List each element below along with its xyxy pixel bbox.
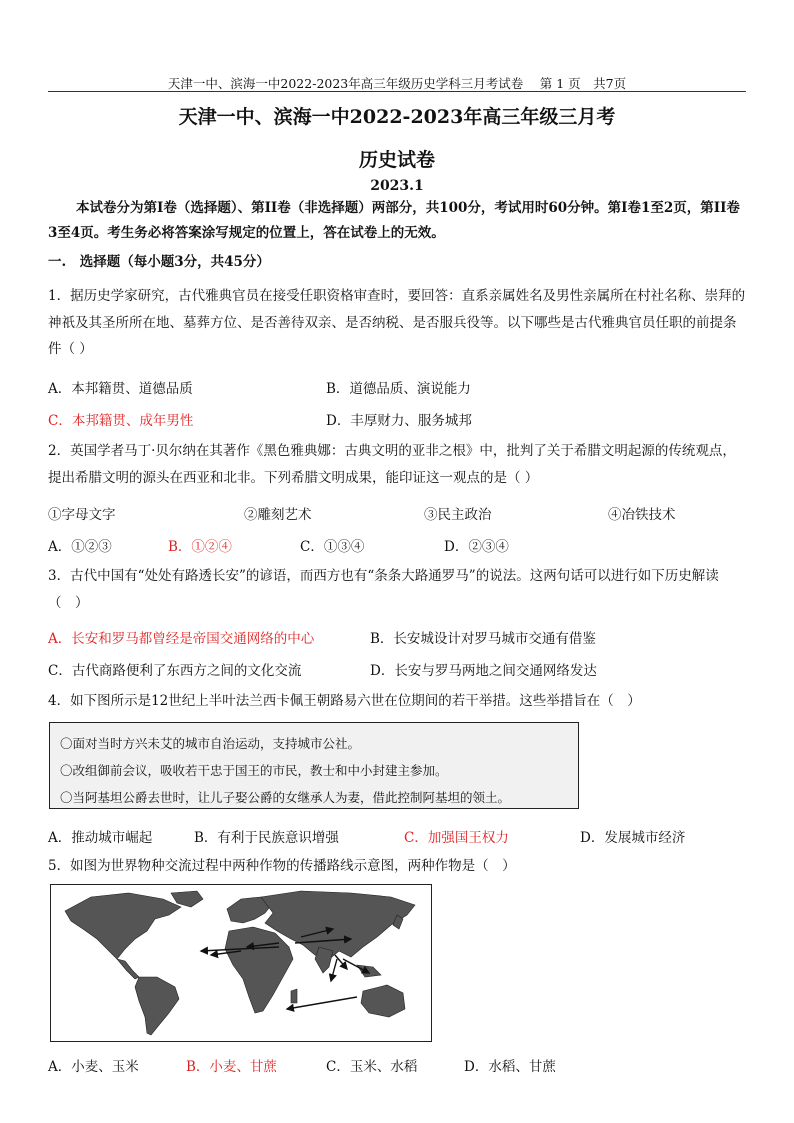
question-1-stem: 1．据历史学家研究，古代雅典官员在接受任职资格审查时，要回答：直系亲属姓名及男性亲属所在村社名称、崇拜的神祇及其圣所所在地、墓葬方位、是否善待双亲、是否纳税、是否服兵役等。以下哪些是古代雅典官员任职的前提条件（ ） [48,288,746,357]
q2-option-d: D．②③④ [444,539,509,555]
q2-option-b: B．①②④ [168,539,232,555]
question-4-stem: 4．如下图所示是12世纪上半叶法兰西卡佩王朝路易六世在位期间的若干举措。这些举措旨在（ ） [48,693,641,709]
q1-option-b: B．道德品质、演说能力 [326,381,471,397]
q3-option-c: C．古代商路便利了东西方之间的文化交流 [48,663,302,679]
q5-option-b: B．小麦、甘蔗 [186,1059,277,1075]
question-2-stem: 2．英国学者马丁·贝尔纳在其著作《黑色雅典娜：古典文明的亚非之根》中，批判了关于希腊文明起源的传统观点，提出希腊文明的源头在西亚和北非。下列希腊文明成果，能印证这一观点的是（ ） [48,443,736,486]
q2-item-4: ④冶铁技术 [608,507,676,523]
q5-option-c: C．玉米、水稻 [326,1059,418,1075]
q4-option-c: C．加强国王权力 [404,830,509,846]
q4-measure-3: 〇当阿基坦公爵去世时，让儿子娶公爵的女继承人为妻，借此控制阿基坦的领土。 [60,790,511,805]
q3-option-b: B．长安城设计对罗马城市交通有借鉴 [370,631,596,647]
q4-measure-2: 〇改组御前会议，吸收若干忠于国王的市民，教士和中小封建主参加。 [60,763,448,778]
q2-item-2: ②雕刻艺术 [244,507,312,523]
q5-option-a: A．小麦、玉米 [48,1059,139,1075]
exam-title: 天津一中、滨海一中2022-2023年高三年级三月考 [178,106,616,128]
question-3-stem: 3．古代中国有“处处有路透长安”的谚语，而西方也有“条条大路通罗马”的说法。这两句话可以进行如下历史解读（ ） [48,568,719,611]
q1-option-c: C．本邦籍贯、成年男性 [48,413,194,429]
q1-option-d: D．丰厚财力、服务城邦 [326,413,472,429]
q1-option-a: A．本邦籍贯、道德品质 [48,381,193,397]
q4-measures-box [49,722,579,809]
q5-option-d: D．水稻、甘蔗 [464,1059,556,1075]
world-crop-route-map [50,884,432,1042]
q2-option-a: A．①②③ [48,539,112,555]
q4-measure-1: 〇面对当时方兴未艾的城市自治运动，支持城市公社。 [60,736,361,751]
section-heading: 一. 选择题（每小题3分，共45分） [48,254,270,270]
q2-item-1: ①字母文字 [48,507,116,523]
question-5-stem: 5．如图为世界物种交流过程中两种作物的传播路线示意图，两种作物是（ ） [48,858,516,874]
exam-instructions: 本试卷分为第I卷（选择题）、第II卷（非选择题）两部分，共100分，考试用时60分钟。第I卷1至2页，第II卷3至4页。考生务必将答案涂写规定的位置上，答在试卷上的无效。 [48,200,740,241]
q2-item-3: ③民主政治 [424,507,492,523]
q3-option-d: D．长安与罗马两地之间交通网络发达 [370,663,597,679]
world-map-illustration [51,885,430,1040]
q4-option-d: D．发展城市经济 [580,830,686,846]
page-header: 天津一中、滨海一中2022-2023年高三年级历史学科三月考试卷 第 1 页 共7页 [167,76,627,91]
header-divider [48,91,746,92]
q3-option-a: A．长安和罗马都曾经是帝国交通网络的中心 [48,631,315,647]
exam-date: 2023.1 [370,178,424,194]
q4-option-b: B．有利于民族意识增强 [194,830,339,846]
exam-subtitle: 历史试卷 [358,149,435,171]
q2-option-c: C．①③④ [300,539,365,555]
q4-option-a: A．推动城市崛起 [48,830,153,846]
